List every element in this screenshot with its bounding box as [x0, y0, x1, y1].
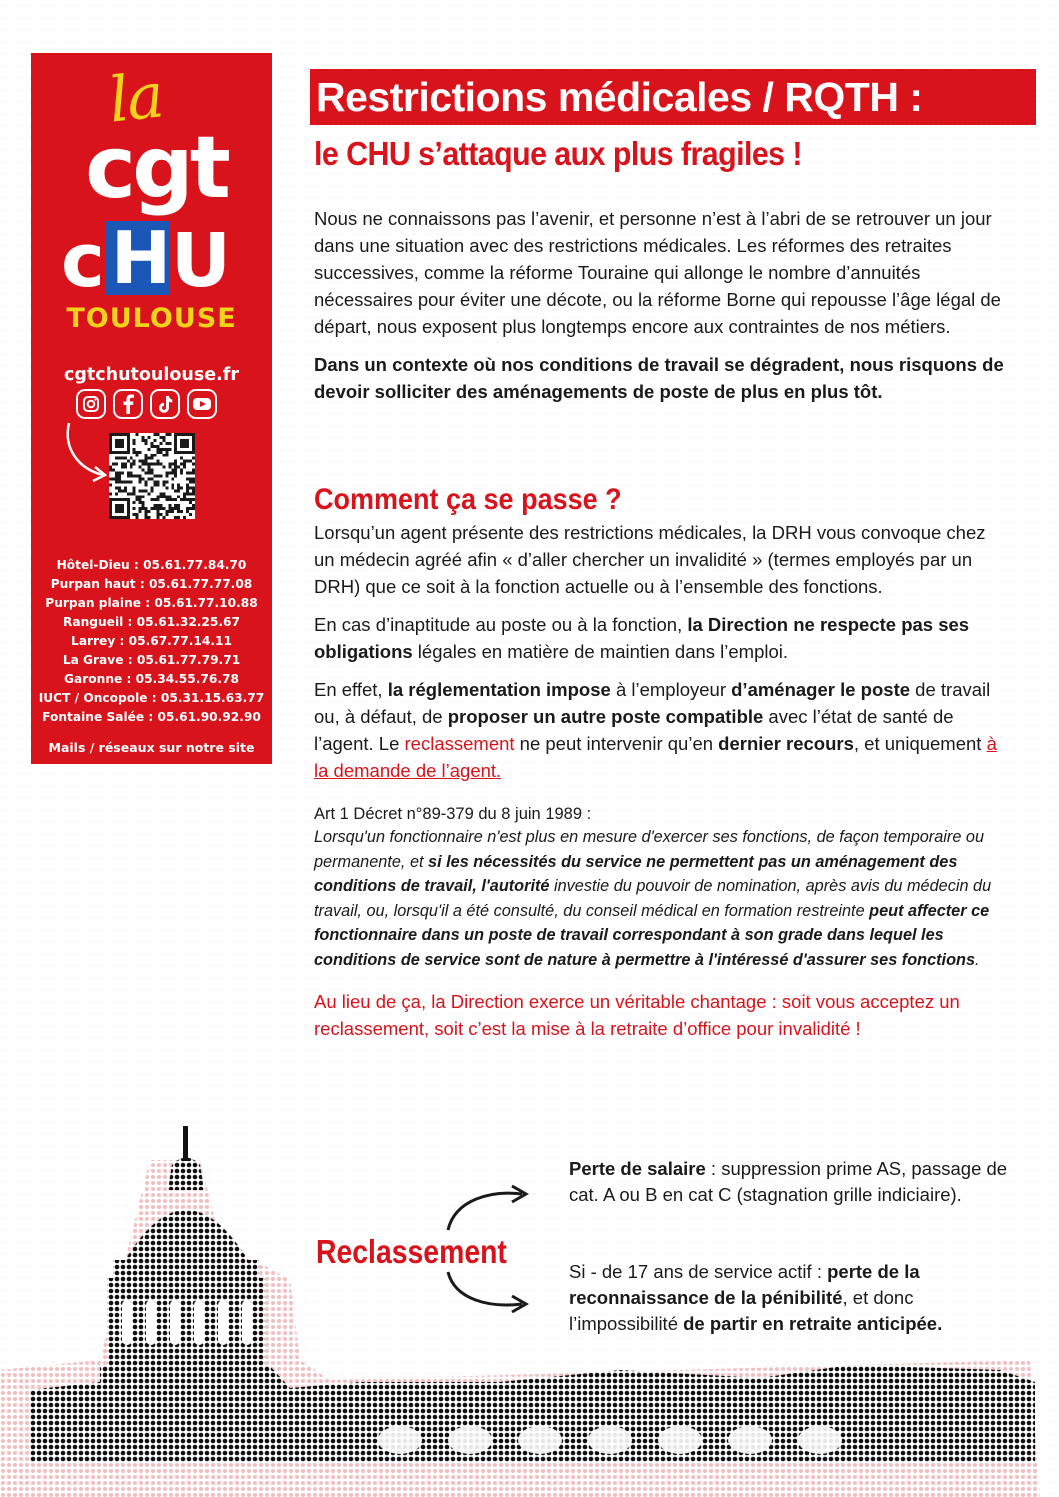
phone-item: Larrey : 05.67.77.14.11 — [71, 634, 232, 648]
page-subtitle: le CHU s’attaque aux plus fragiles ! — [314, 135, 802, 172]
logo-toulouse: TOULOUSE — [66, 303, 237, 334]
logo-u: U — [170, 218, 229, 304]
logo-c: c — [61, 218, 103, 304]
phone-list — [31, 556, 272, 727]
sidebar — [31, 53, 272, 764]
phone-item: Garonne : 05.34.55.76.78 — [64, 672, 239, 686]
logo-la: la — [105, 58, 166, 137]
website-link[interactable]: cgtchutoulouse.fr — [63, 365, 240, 385]
decree-quote: Lorsqu'un fonctionnaire n'est plus en mesure d'exercer ses fonctions, de façon temporaire ou permanente, et si les nécessités du service ne permettent pas un aménagement des conditions de travail, l'autorité investie du pouvoir de nomination, après avis du médecin du travail, ou, lorsqu'il a été consulté, du conseil médical en formation restreinte peut affecter ce fonctionnaire dans un poste de travail correspondant à son grade dans lequel les conditions de service sont de nature à permettre à l'intéressé d'assurer ses fonctions. — [314, 828, 992, 969]
consequence-salary: Perte de salaire : suppression prime AS, passage de cat. A ou B en cat C (stagnation grille indiciaire). — [569, 1158, 1008, 1205]
logo-cgt: cgt — [85, 118, 227, 218]
tiktok-icon[interactable] — [150, 389, 180, 419]
page-title: Restrictions médicales / RQTH : — [316, 74, 923, 120]
logo-h: H — [110, 216, 170, 300]
logo-chu — [61, 216, 251, 304]
social-icons — [76, 389, 266, 419]
intro — [314, 205, 1009, 405]
intro-paragraph-1: Nous ne connaissons pas l’avenir, et personne n’est à l’abri de se retrouver un jour dans une situation avec des restrictions médicales. Les réformes des retraites successives, comme la réforme Touraine qui allonge le nombre d’annuités nécessaires pour éviter une décote, ou la réforme Borne qui repousse l’âge légal de départ, nous exposent plus longtemps encore aux contraintes de nos métiers. — [314, 208, 1001, 337]
section-paragraph-2: En cas d’inaptitude au poste ou à la fonction, la Direction ne respecte pas ses obligations légales en matière de maintien dans l’emploi. — [314, 614, 970, 662]
instagram-icon[interactable] — [76, 389, 106, 419]
phone-item: Purpan haut : 05.61.77.77.08 — [50, 577, 253, 591]
phone-item: Hôtel-Dieu : 05.61.77.84.70 — [56, 558, 247, 572]
reclassement-label: Reclassement — [316, 1233, 507, 1270]
youtube-icon[interactable] — [187, 389, 217, 419]
section-heading: Comment ça se passe ? — [314, 483, 622, 516]
consequence-penibility: Si - de 17 ans de service actif : perte de la reconnaissance de la pénibilité, et donc l’impossibilité de partir en retraite anticipée. — [569, 1261, 943, 1334]
agent-request-link[interactable]: à la demande de l’agent. — [314, 733, 997, 781]
intro-paragraph-2: Dans un contexte où nos conditions de travail se dégradent, nous risquons de devoir solliciter des aménagements de poste de plus en plus tôt. — [314, 354, 1004, 402]
qr-code[interactable] — [109, 433, 195, 519]
phone-item: Purpan plaine : 05.61.77.10.88 — [45, 596, 258, 610]
section-comment — [314, 481, 1009, 1042]
chantage-paragraph: Au lieu de ça, la Direction exerce un véritable chantage : soit vous acceptez un reclassement, soit c’est la mise à la retraite d’office pour invalidité ! — [314, 991, 960, 1039]
section-paragraph-1: Lorsqu’un agent présente des restrictions médicales, la DRH vous convoque chez un médecin agréé afin « d’aller chercher un invalidité » (termes employés par un DRH) que ce soit à la fonction actuelle ou à l’ensemble des fonctions. — [314, 522, 986, 597]
cgt-chu-logo — [31, 53, 272, 353]
facebook-icon[interactable] — [113, 389, 143, 419]
logo-h-box — [105, 216, 170, 300]
phone-item: Fontaine Salée : 05.61.90.92.90 — [42, 710, 261, 724]
mails-note: Mails / réseaux sur notre site — [48, 740, 255, 755]
phone-item: IUCT / Oncopole : 05.31.15.63.77 — [38, 691, 265, 705]
curved-arrow-icon — [61, 419, 111, 489]
phone-item: La Grave : 05.61.77.79.71 — [62, 653, 241, 667]
phone-item: Rangueil : 05.61.32.25.67 — [63, 615, 240, 629]
section-paragraph-3: En effet, la réglementation impose à l’employeur d’aménager le poste de travail ou, à défaut, de proposer un autre poste compatible avec l’état de santé de l’agent. Le reclassement ne peut intervenir qu’en dernier recours, et uniquement à la demande de l’agent. — [314, 679, 997, 781]
decree-title: Art 1 Décret n°89-379 du 8 juin 1989 : — [314, 805, 592, 823]
